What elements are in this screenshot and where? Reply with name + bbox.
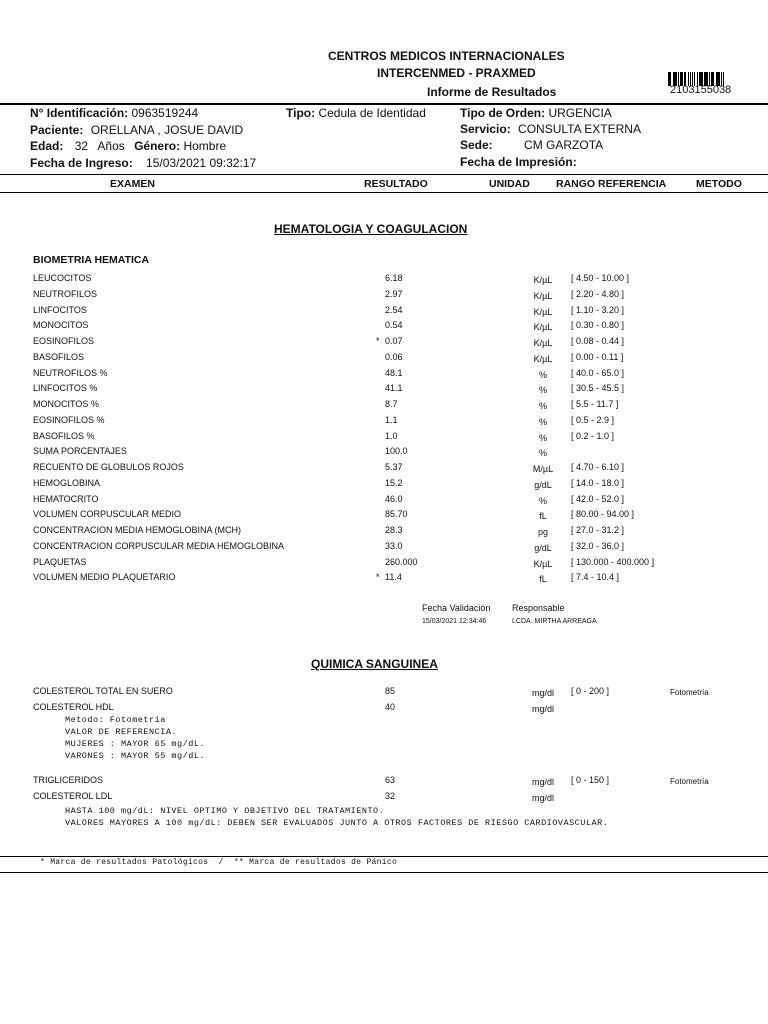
reference-range: [ 5.5 - 11.7 ] xyxy=(571,399,619,409)
result-unit: % xyxy=(538,495,547,506)
footer-legend: * Marca de resultados Patológicos / ** Marca de resultados de Pánico xyxy=(40,858,398,867)
exam-name: VOLUMEN CORPUSCULAR MEDIO xyxy=(33,509,182,520)
impresion-label: Fecha de Impresión: xyxy=(460,155,577,169)
result-value: 260.000 xyxy=(385,556,418,567)
result-value: 8.7 xyxy=(385,399,398,409)
result-unit: K/µL xyxy=(533,306,553,317)
result-value: 11.4 xyxy=(385,572,402,583)
result-row xyxy=(0,415,768,431)
result-row xyxy=(0,383,768,399)
result-value: 85 xyxy=(385,686,396,696)
result-value: 32 xyxy=(385,791,396,801)
result-row xyxy=(0,336,768,352)
exam-name: MONOCITOS % xyxy=(33,399,99,409)
reference-range: [ 27.0 - 31.2 ] xyxy=(571,525,625,535)
result-value: 2.54 xyxy=(385,304,403,315)
reference-range: [ 4.50 - 10.00 ] xyxy=(571,273,630,283)
result-value: 0.06 xyxy=(385,351,403,362)
result-value: 33.0 xyxy=(385,540,403,551)
footer-bottom-rule xyxy=(0,872,768,873)
reference-range: [ 14.0 - 18.0 ] xyxy=(571,477,625,488)
barcode-number: 2103155038 xyxy=(670,84,732,96)
result-value: 40 xyxy=(385,702,396,712)
result-unit: K/µL xyxy=(533,322,553,333)
orden-label: Tipo de Orden: xyxy=(460,106,546,120)
hdl-note-line: VALOR DE REFERENCIA. xyxy=(65,727,178,737)
sede-label: Sede: xyxy=(460,138,493,152)
result-value: 85.70 xyxy=(385,509,408,520)
exam-name: VOLUMEN MEDIO PLAQUETARIO xyxy=(33,572,176,583)
hdl-note-line: VARONES : MAYOR 55 mg/dL. xyxy=(65,751,206,761)
result-row xyxy=(0,509,768,525)
reference-range: [ 80.00 - 94.00 ] xyxy=(571,509,635,520)
result-value: 28.3 xyxy=(385,525,403,535)
result-value: 0.54 xyxy=(385,320,403,331)
exam-name: CONCENTRACION MEDIA HEMOGLOBINA (MCH) xyxy=(33,525,242,535)
section-hematologia: HEMATOLOGIA Y COAGULACION xyxy=(274,222,468,236)
exam-name: SUMA PORCENTAJES xyxy=(33,446,127,457)
fecha-validacion-value: 15/03/2021 12:34:46 xyxy=(422,618,487,625)
patient-name-line xyxy=(30,123,243,137)
reference-range: [ 130.000 - 400.000 ] xyxy=(571,556,655,567)
servicio-value: CONSULTA EXTERNA xyxy=(518,122,641,136)
reference-range: [ 30.5 - 45.5 ] xyxy=(571,383,625,394)
paciente-value: ORELLANA , JOSUE DAVID xyxy=(90,123,244,137)
responsable-label: Responsable xyxy=(512,603,565,613)
result-row xyxy=(0,686,768,702)
result-row xyxy=(0,541,768,557)
result-value: 2.97 xyxy=(385,288,403,299)
exam-name: TRIGLICERIDOS xyxy=(33,775,104,785)
result-value: 1.0 xyxy=(385,430,398,441)
result-row xyxy=(0,572,768,588)
result-unit: pg xyxy=(537,527,548,537)
result-unit: K/µL xyxy=(533,290,553,301)
abnormal-mark: * xyxy=(376,572,380,583)
edad-value: 32 xyxy=(74,139,89,153)
result-unit: fL xyxy=(539,511,547,522)
result-row xyxy=(0,399,768,415)
result-row xyxy=(0,462,768,478)
exam-name: HEMOGLOBINA xyxy=(33,477,101,488)
result-unit: mg/dl xyxy=(531,777,554,787)
reference-range: [ 0.2 - 1.0 ] xyxy=(571,430,615,441)
result-row xyxy=(0,557,768,573)
reference-range: [ 42.0 - 52.0 ] xyxy=(571,493,625,504)
orden-value: URGENCIA xyxy=(548,106,612,120)
reference-range: [ 0.30 - 0.80 ] xyxy=(571,320,625,331)
exam-name: EOSINOFILOS % xyxy=(33,414,105,425)
result-row xyxy=(0,273,768,289)
id-type-line xyxy=(286,106,426,120)
result-unit: mg/dl xyxy=(531,793,554,803)
exam-name: EOSINOFILOS xyxy=(33,336,95,346)
exam-name: NEUTROFILOS xyxy=(33,288,98,299)
section-quimica: QUIMICA SANGUINEA xyxy=(311,657,438,671)
result-row xyxy=(0,431,768,447)
header-divider xyxy=(0,103,768,105)
result-unit: g/dL xyxy=(534,479,552,490)
result-unit: mg/dl xyxy=(531,688,554,698)
result-row xyxy=(0,494,768,510)
servicio-line xyxy=(460,122,641,136)
footer-top-rule xyxy=(0,856,768,857)
result-value: 5.37 xyxy=(385,462,403,472)
method: Fotometría xyxy=(670,688,709,697)
exam-name: COLESTEROL HDL xyxy=(33,702,114,712)
exam-name: BASOFILOS % xyxy=(33,430,95,441)
col-examen: EXAMEN xyxy=(110,178,155,190)
impresion-line xyxy=(460,155,577,169)
columns-bottom-rule xyxy=(0,192,768,193)
result-value: 15.2 xyxy=(385,477,403,488)
result-row xyxy=(0,368,768,384)
reference-range: [ 0 - 150 ] xyxy=(571,775,610,785)
result-row xyxy=(0,352,768,368)
exam-name: LEUCOCITOS xyxy=(33,273,92,283)
reference-range: [ 2.20 - 4.80 ] xyxy=(571,288,625,299)
result-value: 48.1 xyxy=(385,367,403,378)
result-row xyxy=(0,320,768,336)
result-unit: M/µL xyxy=(532,464,554,474)
genero-value: Hombre xyxy=(183,139,227,153)
result-value: 6.18 xyxy=(385,273,403,283)
fecha-validacion-label: Fecha Validación xyxy=(422,603,491,613)
ingreso-value: 15/03/2021 09:32:17 xyxy=(146,156,257,170)
exam-name: HEMATOCRITO xyxy=(33,493,99,504)
result-value: 46.0 xyxy=(385,493,403,504)
org-subname: INTERCENMED - PRAXMED xyxy=(377,66,536,80)
id-value: 0963519244 xyxy=(131,106,199,120)
result-unit: % xyxy=(538,385,547,396)
tipo-value: Cedula de Identidad xyxy=(318,106,426,120)
sede-value: CM GARZOTA xyxy=(524,138,604,152)
result-unit: g/dL xyxy=(534,542,552,553)
reference-range: [ 32.0 - 36.0 ] xyxy=(571,540,625,551)
result-unit: mg/dl xyxy=(531,704,554,714)
result-unit: % xyxy=(538,401,547,411)
ingreso-label: Fecha de Ingreso: xyxy=(30,156,133,170)
result-unit: K/µL xyxy=(533,353,553,364)
hdl-note-line: Metodo: Fotometría xyxy=(65,715,166,725)
result-row xyxy=(0,775,768,791)
reference-range: [ 0.00 - 0.11 ] xyxy=(571,351,624,362)
abnormal-mark: * xyxy=(376,336,380,346)
patient-id-line xyxy=(30,106,198,120)
patient-ingreso-line xyxy=(30,156,256,170)
paciente-label: Paciente: xyxy=(30,123,84,137)
exam-name: PLAQUETAS xyxy=(33,556,87,567)
result-value: 1.1 xyxy=(385,414,398,425)
result-unit: K/µL xyxy=(533,338,553,348)
sede-line xyxy=(460,138,603,152)
col-resultado: RESULTADO xyxy=(364,178,428,190)
reference-range: [ 0.08 - 0.44 ] xyxy=(571,336,625,346)
reference-range: [ 40.0 - 65.0 ] xyxy=(571,367,625,378)
result-row xyxy=(0,525,768,541)
reference-range: [ 4.70 - 6.10 ] xyxy=(571,462,625,472)
patient-age-line xyxy=(30,139,226,153)
exam-name: BASOFILOS xyxy=(33,351,85,362)
reference-range: [ 0 - 200 ] xyxy=(571,686,610,696)
org-name: CENTROS MEDICOS INTERNACIONALES xyxy=(328,49,565,63)
col-unidad: UNIDAD xyxy=(489,178,530,190)
id-label: N° Identificación: xyxy=(30,106,129,120)
genero-label: Género: xyxy=(134,139,181,153)
result-value: 100.0 xyxy=(385,446,408,457)
ldl-note-line: VALORES MAYORES A 100 mg/dL: DEBEN SER EVALUADOS JUNTO A OTROS FACTORES DE RIESGO CARDIOVASCULAR. xyxy=(65,818,609,828)
result-unit: % xyxy=(538,448,547,459)
exam-name: MONOCITOS xyxy=(33,320,89,331)
exam-name: LINFOCITOS % xyxy=(33,383,98,394)
result-unit: K/µL xyxy=(533,558,553,569)
result-unit: K/µL xyxy=(533,275,553,285)
orden-line xyxy=(460,106,612,120)
report-title: Informe de Resultados xyxy=(427,85,557,99)
result-unit: fL xyxy=(539,574,547,585)
exam-name: CONCENTRACION CORPUSCULAR MEDIA HEMOGLOBINA xyxy=(33,540,285,551)
subsection-biometria: BIOMETRIA HEMATICA xyxy=(33,254,150,266)
exam-name: RECUENTO DE GLOBULOS ROJOS xyxy=(33,462,184,472)
result-unit: % xyxy=(538,369,547,380)
edad-unit: Años xyxy=(97,139,125,153)
exam-name: COLESTEROL LDL xyxy=(33,791,113,801)
ldl-note-line: HASTA 100 mg/dL: NIVEL OPTIMO Y OBJETIVO DEL TRATAMIENTO. xyxy=(65,806,385,816)
method: Fotometría xyxy=(670,777,709,786)
result-value: 0.07 xyxy=(385,336,403,346)
result-row xyxy=(0,305,768,321)
servicio-label: Servicio: xyxy=(460,122,511,136)
col-metodo: METODO xyxy=(696,178,742,190)
result-row xyxy=(0,791,768,807)
result-unit: % xyxy=(538,416,547,427)
col-rango: RANGO REFERENCIA xyxy=(556,178,667,190)
hdl-note-line: MUJERES : MAYOR 65 mg/dL. xyxy=(65,739,206,749)
columns-top-rule xyxy=(0,174,768,175)
reference-range: [ 0.5 - 2.9 ] xyxy=(571,414,615,425)
result-row xyxy=(0,289,768,305)
reference-range: [ 7.4 - 10.4 ] xyxy=(571,572,620,583)
edad-label: Edad: xyxy=(30,139,64,153)
exam-name: LINFOCITOS xyxy=(33,304,87,315)
exam-name: NEUTROFILOS % xyxy=(33,367,108,378)
result-row xyxy=(0,446,768,462)
responsable-value: LCDA. MIRTHA ARREAGA xyxy=(512,618,597,625)
result-row xyxy=(0,478,768,494)
result-value: 41.1 xyxy=(385,383,403,394)
exam-name: COLESTEROL TOTAL EN SUERO xyxy=(33,686,173,696)
result-value: 63 xyxy=(385,775,396,785)
result-unit: % xyxy=(538,432,547,443)
reference-range: [ 1.10 - 3.20 ] xyxy=(571,304,625,315)
tipo-label: Tipo: xyxy=(286,106,316,120)
